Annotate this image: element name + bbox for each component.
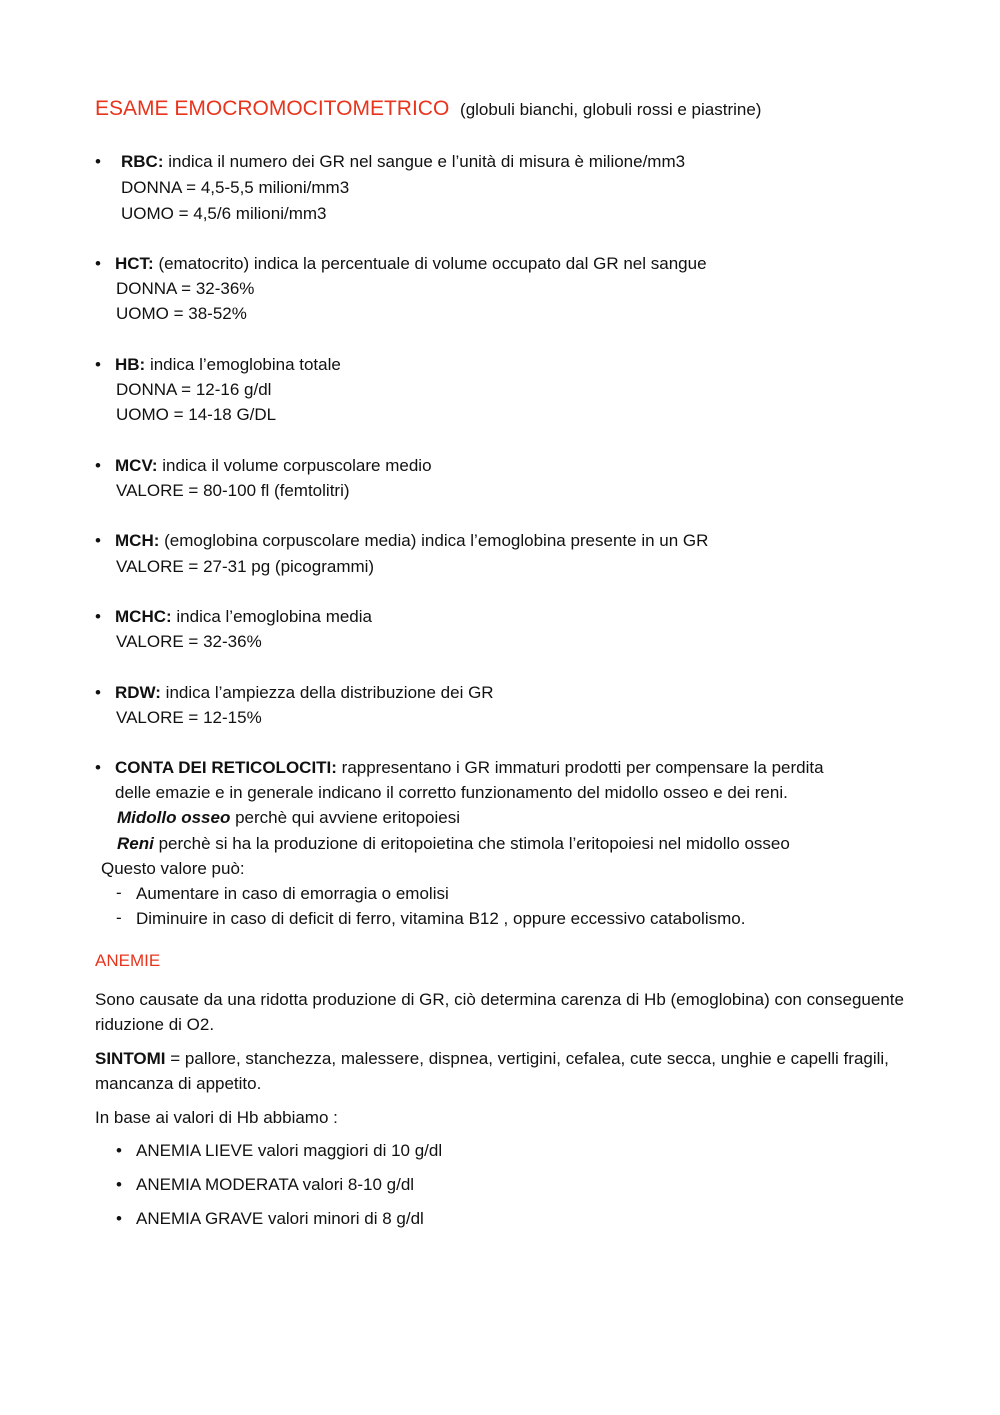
list-item: ANEMIA LIEVE valori maggiori di 10 g/dl xyxy=(136,1141,443,1160)
param-value: DONNA = 32-36% xyxy=(116,279,255,298)
param-value: VALORE = 27-31 pg (picogrammi) xyxy=(116,557,375,576)
bullet-icon: • xyxy=(95,531,101,550)
param-value: VALORE = 12-15% xyxy=(116,708,262,727)
dash-icon: - xyxy=(116,883,122,902)
param-name: CONTA DEI RETICOLOCITI: xyxy=(115,758,337,777)
param-name: HCT: xyxy=(115,254,154,273)
bullet-icon: • xyxy=(95,683,101,702)
param-desc: indica l’emoglobina totale xyxy=(145,355,341,374)
page-subtitle: (globuli bianchi, globuli rossi e piastrine) xyxy=(460,100,762,119)
param-name: MCV: xyxy=(115,456,158,475)
bullet-icon: • xyxy=(95,456,101,475)
list-item: ANEMIA MODERATA valori 8-10 g/dl xyxy=(136,1175,415,1194)
bullet-icon: • xyxy=(116,1175,122,1194)
param-desc: indica l’ampiezza della distribuzione dei GR xyxy=(160,683,494,702)
title-row xyxy=(95,97,761,121)
dash-icon: - xyxy=(116,908,122,927)
param-value: VALORE = 32-36% xyxy=(116,632,262,651)
bullet-icon: • xyxy=(95,607,101,626)
sintomi-paragraph xyxy=(95,1046,915,1096)
param-desc: rappresentano i GR immaturi prodotti per compensare la perdita xyxy=(336,758,824,777)
param-name: RBC: xyxy=(121,152,164,171)
param-desc: indica il numero dei GR nel sangue e l’unità di misura è milione/mm3 xyxy=(163,152,686,171)
param-desc: indica il volume corpuscolare medio xyxy=(157,456,432,475)
param-mch xyxy=(115,531,708,551)
midollo-line xyxy=(117,808,460,828)
bullet-icon: • xyxy=(95,254,101,273)
param-value: DONNA = 12-16 g/dl xyxy=(116,380,272,399)
list-item: Diminuire in caso di deficit di ferro, vitamina B12 , oppure eccessivo catabolismo. xyxy=(136,909,746,928)
param-desc-continued: delle emazie e in generale indicano il corretto funzionamento del midollo osseo e dei reni. xyxy=(115,783,788,802)
reni-line xyxy=(117,834,790,854)
list-item: ANEMIA GRAVE valori minori di 8 g/dl xyxy=(136,1209,424,1228)
reni-text: perchè si ha la produzione di eritopoietina che stimola l’eritopoiesi nel midollo osseo xyxy=(153,834,790,853)
param-name: HB: xyxy=(115,355,146,374)
param-value: VALORE = 80-100 fl (femtolitri) xyxy=(116,481,350,500)
param-value: UOMO = 38-52% xyxy=(116,304,247,323)
section-heading-anemie: ANEMIE xyxy=(95,951,161,970)
bullet-icon: • xyxy=(95,355,101,374)
reni-term: Reni xyxy=(117,834,154,853)
page-title: ESAME EMOCROMOCITOMETRICO xyxy=(95,97,450,120)
reticolociti-intro: Questo valore può: xyxy=(101,859,245,878)
param-reticolociti xyxy=(115,758,824,778)
anemie-paragraph: Sono causate da una ridotta produzione di GR, ciò determina carenza di Hb (emoglobina) con conseguente riduzione di O2. xyxy=(95,990,904,1034)
sintomi-label: SINTOMI xyxy=(95,1049,166,1068)
param-mchc xyxy=(115,607,372,627)
param-hb xyxy=(115,355,341,375)
bullet-icon: • xyxy=(116,1209,122,1228)
param-rdw xyxy=(115,683,494,703)
midollo-term: Midollo osseo xyxy=(117,808,231,827)
param-mcv xyxy=(115,456,432,476)
midollo-text: perchè qui avviene eritopoiesi xyxy=(230,808,460,827)
bullet-icon: • xyxy=(116,1141,122,1160)
param-desc: indica l’emoglobina media xyxy=(171,607,372,626)
param-desc: (emoglobina corpuscolare media) indica l’emoglobina presente in un GR xyxy=(159,531,709,550)
sintomi-text: = pallore, stanchezza, malessere, dispnea, vertigini, cefalea, cute secca, unghie e capelli fragili, mancanza di appetito. xyxy=(95,1049,889,1093)
bullet-icon: • xyxy=(95,152,101,171)
param-name: RDW: xyxy=(115,683,161,702)
param-name: MCHC: xyxy=(115,607,172,626)
anemie-intro: In base ai valori di Hb abbiamo : xyxy=(95,1108,338,1127)
bullet-icon: • xyxy=(95,758,101,777)
param-value: UOMO = 14-18 G/DL xyxy=(116,405,277,424)
param-rbc xyxy=(121,152,685,172)
param-hct xyxy=(115,254,707,274)
param-name: MCH: xyxy=(115,531,160,550)
list-item: Aumentare in caso di emorragia o emolisi xyxy=(136,884,449,903)
param-desc: (ematocrito) indica la percentuale di volume occupato dal GR nel sangue xyxy=(153,254,707,273)
param-value: UOMO = 4,5/6 milioni/mm3 xyxy=(121,204,327,223)
param-value: DONNA = 4,5-5,5 milioni/mm3 xyxy=(121,178,350,197)
